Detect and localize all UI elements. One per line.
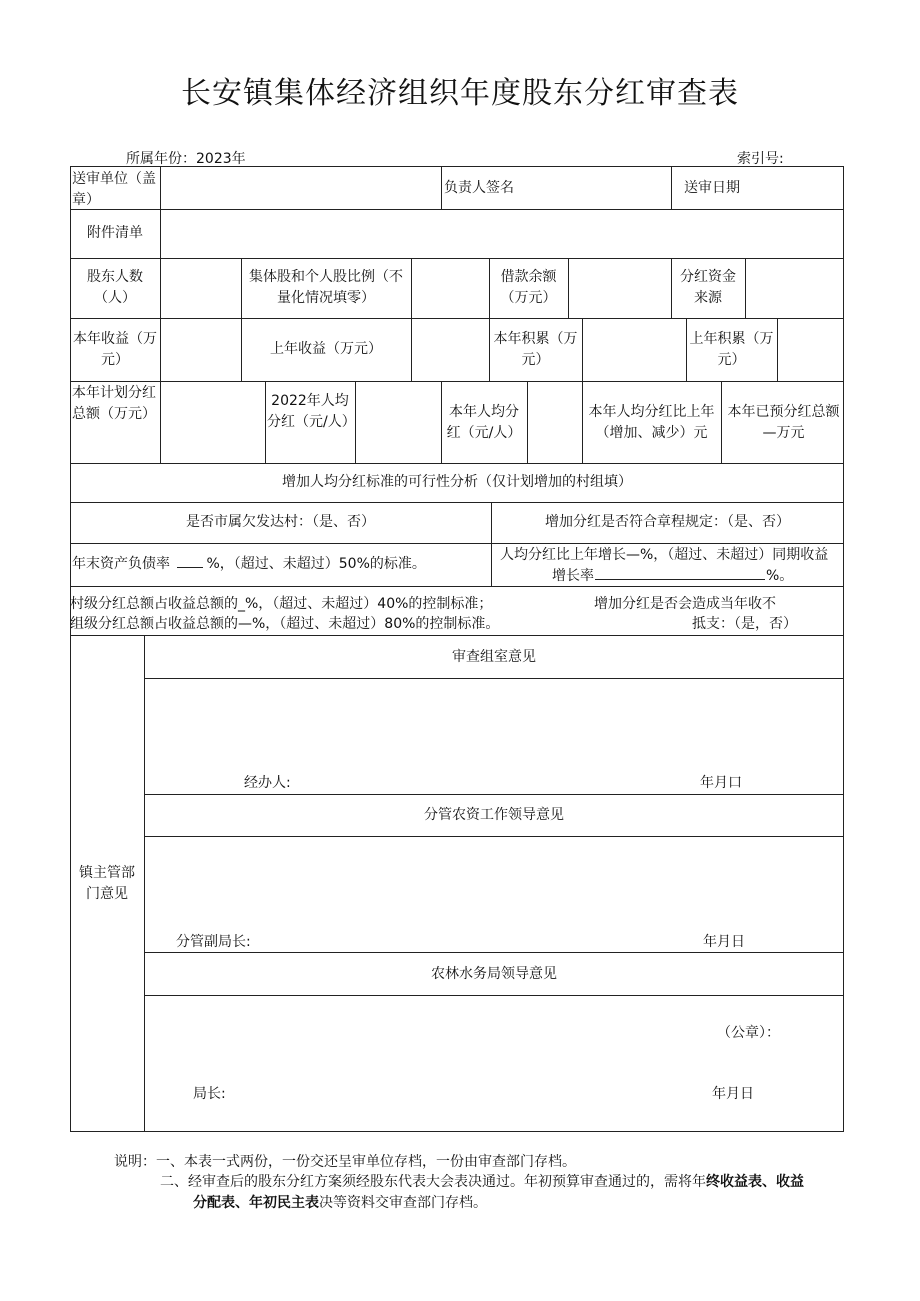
col-divider	[441, 381, 442, 463]
debt-ratio-prefix: 年末资产负债率	[72, 556, 170, 572]
share-ratio-label: 集体股和个人股比例（不量化情况填零）	[249, 269, 403, 306]
growth-line-2	[552, 566, 793, 587]
col-divider	[671, 166, 672, 209]
row-divider	[70, 502, 844, 503]
shareholders-label: 股东人数（人）	[87, 269, 143, 306]
submit-date-label: 送审日期	[684, 180, 740, 196]
review-office-heading: 审查组室意见	[452, 649, 536, 665]
note-line-3-text: 决等资料交审查部门存档。	[319, 1195, 487, 1211]
col-divider	[411, 258, 412, 318]
loan-balance-label: 借款余额（万元）	[500, 269, 557, 306]
deficit-line-2: 抵支：（是，否）	[692, 616, 797, 632]
col-divider	[144, 635, 145, 1132]
accum-last-year-label: 上年积累（万元）	[689, 331, 774, 368]
row-divider	[144, 995, 844, 996]
date-label-3: 年月日	[712, 1086, 754, 1102]
charter-question: 增加分红是否符合章程规定：（是、否）	[545, 514, 790, 530]
planned-total-label: 本年计划分红总额（万元）	[72, 385, 156, 422]
unit-label: 送审单位（盖章）	[72, 171, 156, 208]
col-divider	[671, 258, 672, 318]
underdeveloped-question: 是否市属欠发达村：（是、否）	[186, 514, 375, 530]
col-divider	[777, 318, 778, 381]
row-divider	[70, 209, 844, 210]
col-divider	[582, 381, 583, 463]
handler-label: 经办人:	[244, 775, 291, 791]
row-divider	[144, 678, 844, 679]
year-label: 所属年份：2023年	[126, 151, 246, 167]
note-line-3	[193, 1192, 487, 1214]
deputy-director-label: 分管副局长:	[176, 934, 251, 950]
town-dept-opinion-label: 镇主管部门意见	[79, 865, 135, 902]
growth-rate-suffix: %。	[766, 568, 794, 584]
note-line-3-bold: 分配表、年初民主表	[193, 1195, 319, 1211]
income-this-year-label: 本年收益（万元）	[73, 331, 157, 368]
deficit-line-1: 增加分红是否会造成当年收不	[594, 596, 776, 612]
col-divider	[582, 318, 583, 381]
growth-rate-prefix: 增长率	[552, 568, 594, 584]
page-title: 长安镇集体经济组织年度股东分红审查表	[181, 76, 739, 111]
date-label-2: 年月日	[703, 934, 745, 950]
signer-label: 负责人签名	[444, 180, 514, 196]
dividend-source-label: 分红资金来源	[680, 269, 736, 306]
col-divider	[568, 258, 569, 318]
col-divider	[160, 258, 161, 318]
accum-this-year-label: 本年积累（万元）	[493, 331, 578, 368]
col-divider	[160, 381, 161, 463]
row-divider	[144, 836, 844, 837]
col-divider	[160, 166, 161, 209]
col-divider	[441, 166, 442, 209]
per-capita-compare-label: 本年人均分红比上年（增加、减少）元	[588, 404, 715, 441]
col-divider	[721, 381, 722, 463]
group-ratio-line: 组级分红总额占收益总额的—%，（超过、未超过）80%的控制标准。	[70, 616, 500, 632]
note-line-2-text: 二、经审查后的股东分红方案须经股东代表大会表决通过。年初预算审查通过的，需将年	[160, 1174, 706, 1190]
prepaid-total-label: 本年已预分红总额—万元	[727, 404, 840, 441]
col-divider	[745, 258, 746, 318]
note-line-2	[160, 1171, 804, 1193]
date-label-1: 年月口	[700, 775, 742, 791]
row-divider	[70, 635, 844, 636]
col-divider	[160, 209, 161, 258]
analysis-heading: 增加人均分红标准的可行性分析（仅计划增加的村组填）	[282, 474, 632, 490]
row-divider	[144, 794, 844, 795]
village-ratio-line: 村级分红总额占收益总额的_%，（超过、未超过）40%的控制标准；	[70, 596, 493, 612]
row-divider	[70, 381, 844, 382]
note-line-2-bold: 终收益表、收益	[706, 1174, 804, 1190]
index-label: 索引号:	[737, 151, 784, 167]
row-divider	[70, 463, 844, 464]
debt-ratio-blank	[177, 555, 203, 568]
per-capita-2022-label: 2022年人均分红（元/人）	[267, 393, 356, 430]
col-divider	[411, 318, 412, 381]
col-divider	[527, 381, 528, 463]
growth-line-1: 人均分红比上年增长—%，（超过、未超过）同期收益	[500, 547, 829, 563]
leader-opinion-heading: 分管农资工作领导意见	[424, 807, 564, 823]
row-divider	[70, 318, 844, 319]
note-line-1: 说明：一、本表一式两份，一份交还呈审单位存档，一份由审查部门存档。	[114, 1154, 576, 1170]
col-divider	[489, 258, 490, 318]
per-capita-this-year-label: 本年人均分红（元/人）	[446, 404, 522, 441]
debt-ratio-suffix: %，（超过、未超过）50%的标准。	[206, 556, 426, 572]
col-divider	[241, 258, 242, 318]
director-label: 局长:	[193, 1086, 226, 1102]
col-divider	[160, 318, 161, 381]
growth-rate-blank	[595, 567, 765, 580]
row-divider	[70, 543, 844, 544]
col-divider	[265, 381, 266, 463]
row-divider	[70, 258, 844, 259]
attachments-label: 附件清单	[87, 225, 143, 241]
bureau-opinion-heading: 农林水务局领导意见	[431, 966, 557, 982]
income-last-year-label: 上年收益（万元）	[270, 341, 382, 357]
debt-ratio-line	[72, 554, 426, 575]
official-seal-label: （公章）：	[717, 1025, 780, 1041]
